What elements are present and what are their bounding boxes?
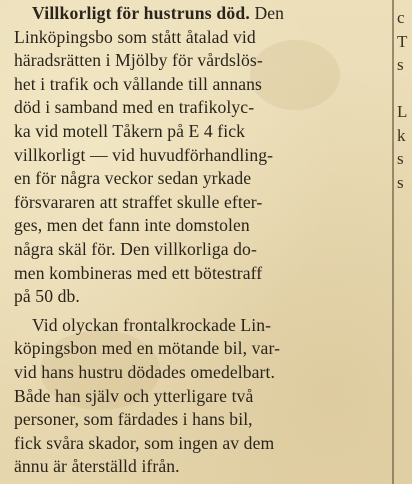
article-line [14,2,388,26]
article-line: ännu är återställd ifrån. [14,456,180,477]
article-line-text: Vid olyckan frontalkrockade Lin- [32,314,272,335]
article-line: häradsrätten i Mjölby för vårdslös- [14,50,263,71]
article-line: död i samband med en trafikolyc- [14,97,255,118]
neighbor-fragment: T [397,31,408,51]
neighbor-fragment: s [397,172,404,192]
article-line: på 50 db. [14,286,80,307]
article-line: Både han själv och ytterligare två [14,385,254,406]
article-line: försvararen att straffet skulle efter- [14,191,263,212]
neighbor-fragment: k [397,125,406,145]
neighbor-fragment [397,77,412,101]
article-line: men kombineras med ett bötestraff [14,262,263,283]
article-line: köpingsbon med en mötande bil, var- [14,338,281,359]
article-line: några skäl för. Den villkorliga do- [14,238,257,259]
article-line [14,314,388,338]
article-line: ka vid motell Tåkern på E 4 fick [14,120,246,141]
neighbor-fragment: L [397,102,408,121]
article-paragraph-1 [14,2,388,309]
neighbor-column [397,6,412,194]
article-line: personer, som färdades i hans bil, [14,409,253,430]
article-headline: Villkorligt för hustruns död. [32,3,250,23]
column-rule [392,0,394,484]
article-line: Linköpingsbo som stått åtalad vid [14,26,256,47]
article-line: het i trafik och vållande till annans [14,73,262,94]
neighbor-fragment: c [397,8,405,27]
neighbor-fragment: s [397,149,404,168]
article-line: vid hans hustru dödades omedelbart. [14,361,275,382]
article-line: en för några veckor sedan yrkade [14,168,252,189]
article-line: villkorligt — vid huvudförhandling- [14,144,274,165]
article-line: ges, men det fann inte domstolen [14,215,250,236]
article-paragraph-2 [14,314,388,479]
article-line: fick svåra skador, som ingen av dem [14,432,275,453]
neighbor-fragment: s [397,55,404,74]
article-body [14,2,388,479]
article-line-text: Den [249,3,285,23]
